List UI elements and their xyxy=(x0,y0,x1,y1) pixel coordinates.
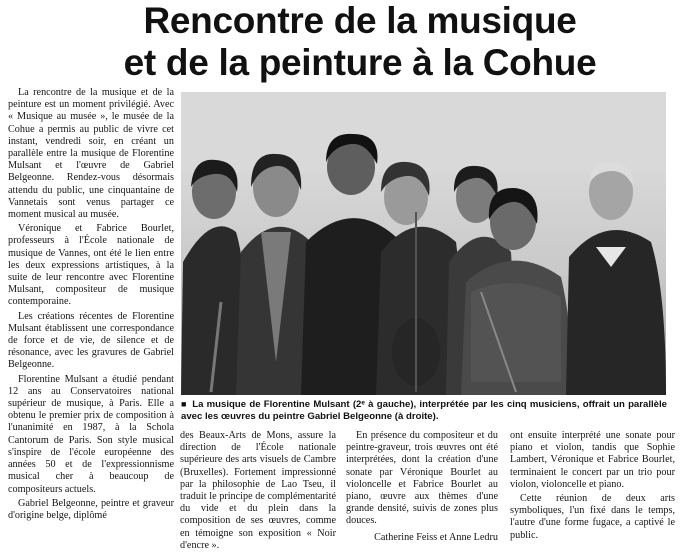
author-signature: Catherine Feiss et Anne Ledru xyxy=(374,531,498,543)
article-left-column xyxy=(8,87,174,543)
paragraph: Florentine Mulsant a étudié pendant 12 ans au Conservatoires national supérieur de musique, à Paris. Elle a obtenu le premier prix de composition à l'unanimité en 1987, à la Schola Cantorum de Paris. Son style musical s'inspire de l'école européenne des années 50 et de l'expressionnisme musical cher à beaucoup de compositeurs actuels. xyxy=(8,373,174,495)
paragraph: des Beaux-Arts de Mons, assure la direction de l'École nationale supérieure des arts visuels de Cambre (Bruxelles). Fortement impressionné par la philosophie de Lao Tseu, il traduit le principe de complémentarité du vide et du plein dans la composition de ses œuvres, comme en témoigne son exposition « Noir d'encre ». xyxy=(180,430,336,551)
musicians-photo xyxy=(181,92,666,395)
headline-line-2: et de la peinture à la Cohue xyxy=(123,42,597,83)
article-headline xyxy=(60,0,660,84)
paragraph: Les créations récentes de Florentine Mulsant établissent une correspondance de force et de vie, de silence et de résonance, avec les gravures de Gabriel Belgeonne. xyxy=(8,310,174,371)
paragraph: Cette réunion de deux arts symboliques, l'un fixé dans le temps, l'autre d'une forme fugace, a captivé le public. xyxy=(510,493,675,541)
photo-illustration xyxy=(181,92,666,395)
paragraph: Gabriel Belgeonne, peintre et graveur d'origine belge, diplômé xyxy=(8,497,174,521)
caption-text: La musique de Florentine Mulsant (2ᵉ à gauche), interprétée par les cinq musiciens, offrait un parallèle avec les œuvres du peintre Gabriel Belgeonne (à droite). xyxy=(181,399,667,422)
paragraph: En présence du compositeur et du peintre-graveur, trois œuvres ont été interprétées, dont la création d'une sonate par Véronique Bourlet au violoncelle et Fabrice Bourlet au piano, œuvre aux thèmes d'une grande densité, suivis de zones plus douces. xyxy=(346,430,498,527)
article-column-4 xyxy=(510,430,675,543)
paragraph: Véronique et Fabrice Bourlet, professeurs à l'École nationale de musique de Vannes, ont été le lien entre les deux expressions artistiques, à la suite de leur rencontre avec Florentine Mulsant, compositeur de musique contemporaine. xyxy=(8,223,174,308)
article-column-3 xyxy=(346,430,498,543)
paragraph: ont ensuite interprété une sonate pour piano et violon, tandis que Sophie Lambert, Véronique et Fabrice Bourlet, terminaient le concert par un trio pour violon, violoncelle et piano. xyxy=(510,430,675,490)
photo-caption xyxy=(181,398,667,423)
caption-square-marker: ■ xyxy=(181,399,187,409)
article-column-2 xyxy=(180,430,336,551)
headline-line-1: Rencontre de la musique xyxy=(143,0,577,41)
paragraph: La rencontre de la musique et de la peinture est un moment privilégié. Avec « Musique au musée », le musée de la Cohue a permis au public de vivre cet instant, vendredi soir, en créant un parallèle entre la musique de Florentine Mulsant et l'œuvre de Gabriel Belgeonne. Rendez-vous désormais attendu du public, une cinquantaine de Vannetais sont venus partager ce moment musical au musée. xyxy=(8,87,174,221)
